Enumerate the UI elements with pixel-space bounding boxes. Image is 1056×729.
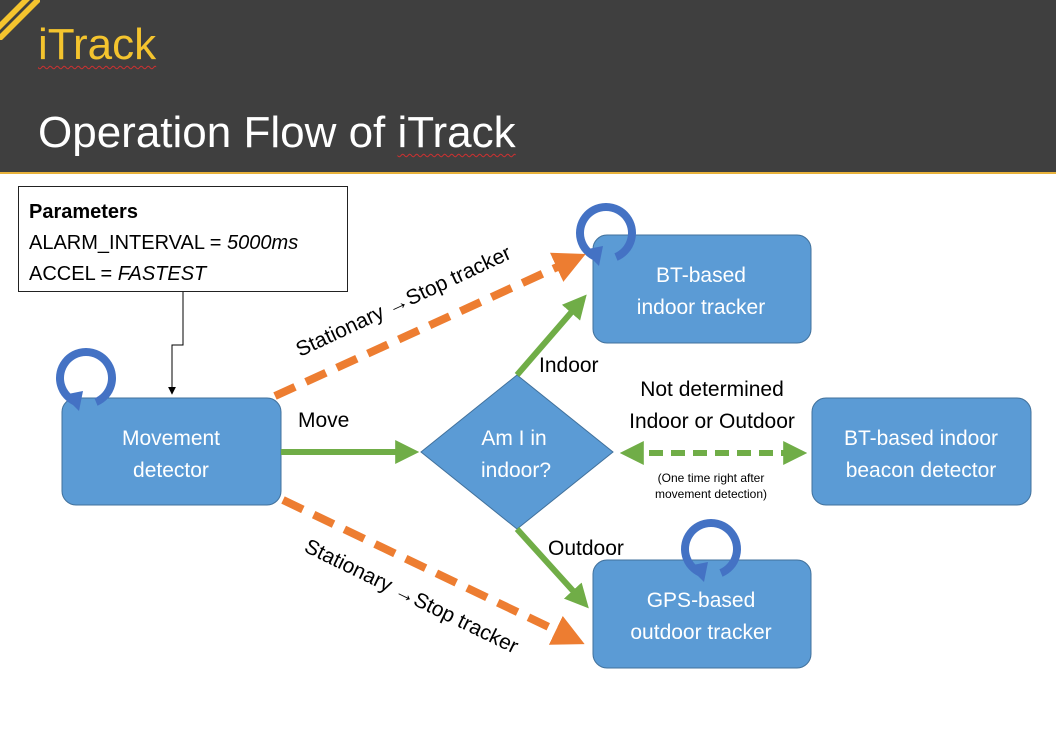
gps-outdoor-tracker-label-line2: outdoor tracker — [630, 621, 772, 644]
alarm-interval-value: 5000ms — [227, 232, 299, 254]
decision-node — [421, 375, 613, 529]
bt-indoor-tracker-label-line1: BT-based — [656, 264, 746, 287]
decision-label-line1: Am I in — [481, 427, 547, 450]
stationary-lower-label: Stationary →Stop tracker — [300, 534, 522, 659]
accel-value: FASTEST — [117, 263, 207, 285]
bt-indoor-tracker-label-line2: indoor tracker — [636, 296, 766, 319]
one-time-note-line2: movement detection) — [654, 487, 768, 501]
bt-beacon-detector-label-line2: beacon detector — [845, 459, 997, 482]
bt-beacon-detector-label-line1: BT-based indoor — [843, 427, 999, 450]
movement-detector-label-line1: Movement — [121, 427, 221, 450]
not-determined-label-line1: Not determined — [640, 378, 784, 401]
movement-detector-label-line2: detector — [133, 459, 209, 482]
accel-label: ACCEL = — [29, 263, 118, 285]
alarm-interval-label: ALARM_INTERVAL = — [29, 232, 228, 254]
gps-outdoor-tracker-label-line1: GPS-based — [646, 589, 756, 612]
stationary-upper-label: Stationary →Stop tracker — [292, 241, 515, 362]
movement-detector-node — [62, 398, 281, 505]
stationary-arrow-lower — [283, 500, 576, 640]
not-determined-label-line2: Indoor or Outdoor — [629, 410, 795, 433]
one-time-note-line1: (One time right after — [657, 471, 765, 485]
indoor-label: Indoor — [539, 354, 599, 377]
app-title: iTrack — [38, 20, 157, 69]
page-title-prefix: Operation Flow of — [38, 108, 398, 157]
decision-label-line2: indoor? — [480, 459, 552, 482]
outdoor-label: Outdoor — [548, 537, 624, 560]
bt-beacon-detector-node — [812, 398, 1031, 505]
move-label: Move — [298, 409, 350, 432]
parameters-connector — [172, 292, 183, 394]
page-title-app-name: iTrack — [397, 108, 516, 157]
parameters-heading: Parameters — [29, 201, 138, 223]
